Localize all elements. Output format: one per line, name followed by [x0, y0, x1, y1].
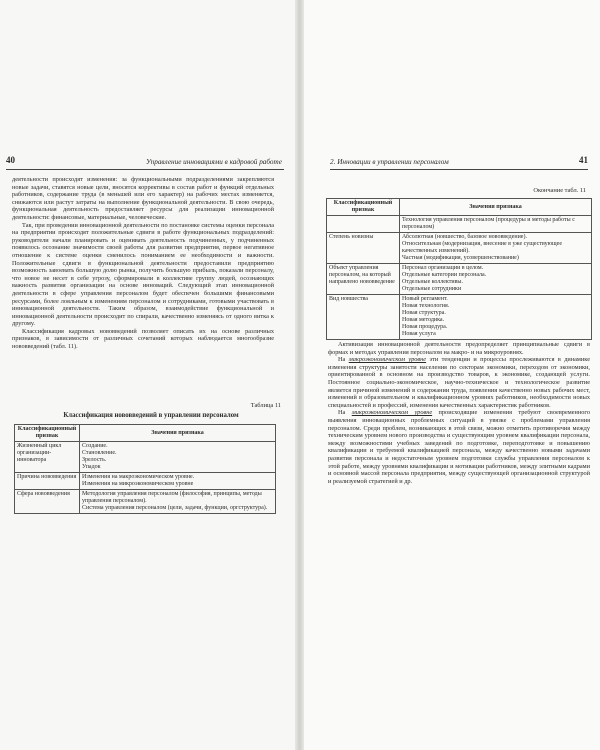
table-row: [15, 490, 276, 514]
table-row: [15, 473, 276, 490]
table-row: [327, 264, 592, 295]
left-page-number: 40: [6, 155, 15, 165]
left-page: [0, 0, 295, 750]
right-page: [304, 0, 600, 750]
paragraph: [328, 341, 590, 356]
value-line: Новая структура.: [402, 310, 446, 316]
classification-table-part2: [326, 198, 592, 340]
emphasis-term: макроэкономическом уровне: [348, 356, 427, 364]
paragraph-text: эти тенденции и процессы прослеживаются в динамике изменения структуры занятости населения по секторам экономики, переходом от экономики, ориентированной в основном на производство товаров, к экономике, создающей услуги. Постоянное социально-экономическое, научно-техническое и технологическое развитие является причиной изменений в содержании труда, появления качественно новых рабочих мест, изменений в образовательном и квалификационном уровнях работников, необходимости новых специальностей и профессий, изменения качественных характеристик работников.: [328, 356, 590, 409]
value-line: Создание.: [82, 443, 108, 449]
value-line: Технология управления персоналом (процедуры и методы работы с персоналом): [402, 217, 575, 230]
value-line: Отдельные категории персонала.: [402, 272, 487, 278]
value-line: Отдельные сотрудники: [402, 286, 462, 292]
values-cell: [400, 216, 592, 233]
values-cell: [400, 264, 592, 295]
value-line: Методология управления персоналом (философия, принципы, методы управления персоналом).: [82, 491, 262, 504]
feature-cell: Сфера нововведения: [15, 490, 80, 514]
paragraph-lead: На: [338, 356, 349, 364]
feature-cell: [327, 216, 400, 233]
value-line: Становление.: [82, 450, 117, 456]
table-header-row: [15, 425, 276, 442]
value-line: Частная (модификация, усовершенствование): [402, 255, 519, 261]
table-label: Таблица 11: [250, 402, 281, 409]
emphasis-term: микроэкономическом уровне: [351, 409, 433, 417]
header-feature: Классификационный признак: [327, 199, 400, 216]
value-line: Персонал организации в целом.: [402, 265, 484, 271]
values-cell: [80, 473, 276, 490]
right-running-title: 2. Инновации в управлении персоналом: [330, 158, 449, 166]
value-line: Относительная (модернизация, внесение в уже существующее качественных изменений).: [402, 241, 562, 254]
value-line: Отдельные коллективы.: [402, 279, 463, 285]
value-line: Изменения на микроэкономическом уровне: [82, 481, 194, 487]
feature-cell: Причина нововведения: [15, 473, 80, 490]
value-line: Новая услуга: [402, 331, 436, 337]
left-page-header: [6, 157, 284, 170]
header-values: Значения признака: [400, 199, 592, 216]
book-gutter: [295, 0, 304, 750]
feature-cell: Жизненный цикл организации-инноватора: [15, 442, 80, 473]
paragraph: [328, 409, 590, 485]
paragraph-lead: На: [338, 409, 352, 417]
value-line: Новая технология.: [402, 303, 450, 309]
values-cell: [80, 442, 276, 473]
value-line: Зрелость.: [82, 457, 107, 463]
right-page-header: [330, 157, 588, 170]
feature-cell: Степень новизны: [327, 233, 400, 264]
right-page-number: 41: [579, 155, 588, 165]
paragraph-text: происходящие изменения требуют своевременного выявления инновационных проблемных ситуаций в увязке с проблемами управления персоналом. Среди проблем, возникающих в этой связи, можно отметить противоречия между техническим уровнем нового производства и существующим уровнем квалификации персонала, между возможностями учебных заведений по подготовке, переподготовке и повышению квалификации и требуемой квалификацией персонала, между качественно новыми задачами развития персонала и недостаточным уровнем подготовки службы управления персоналом к этой работе, между уровнями квалификации и мотивации работников, между элитными кадрами и основной массой персонала предприятия, между существующей организационной структурой и реализуемой стратегией и др.: [328, 409, 590, 485]
right-body-text: [328, 341, 590, 485]
table-continuation-label: Окончание табл. 11: [533, 187, 586, 194]
value-line: Упадок: [82, 464, 101, 470]
table-title: Классификация нововведений в управлении персоналом: [63, 412, 239, 419]
value-line: Абсолютная (новшество, базовое нововведение).: [402, 234, 527, 240]
classification-table-part1: [14, 424, 276, 514]
table-row: [327, 295, 592, 340]
table-header-row: [327, 199, 592, 216]
value-line: Новый регламент.: [402, 296, 448, 302]
paragraph: Так, при проведении инновационной деятельности по постановке системы оценки персонала на предприятии происходят положительные сдвиги в работе функциональных подразделений: руководители начали планировать и оценивать деятельность подчиненных, у подчиненных появилось осознание значимости своей работы для развития предприятия, первое негативное отношение к системе оценки сменилось пониманием ее необходимости и важности. Положительные сдвиги в функциональной деятельности предоставили предприятию возможность завоевать большую долю рынка, получить большую прибыль, показали персоналу, что новое не несет в себе угрозу, сформировали в коллективе группу людей, осознающих важность развития организации на основе инноваций. Следующий этап инновационной деятельности в сфере управления персоналом будет обеспечен большими финансовыми ресурсами, более лояльным к изменениям персоналом и сотрудниками, готовыми участвовать в инновационной деятельности. Таким образом, взаимодействие функциональной и инновационной деятельности происходит по спирали, качественно изменяясь от одного витка к другому.: [12, 221, 274, 328]
paragraph-text: Активизация инновационной деятельности предопределяет принципиальные сдвиги в формах и методах управления персоналом на макро- и на микроуровнях.: [328, 341, 590, 356]
left-running-title: Управление инновациями в кадровой работе: [146, 158, 282, 166]
paragraph: деятельности происходят изменения: за функциональными подразделениями закрепляются новые задачи, ставятся новые цели, вносятся коррективы в состав работ и функций отдельных работников, содержание труда (в меньшей или его характер) на рабочих местах изменяется, снижаются или растут затраты на выполнение функциональной деятельности. В свою очередь, функциональная деятельность предоставляет ресурсы для реализации инновационной деятельности: финансовые, материальные, человеческие.: [12, 176, 274, 221]
table-row: [327, 216, 592, 233]
value-line: Изменения на макроэкономическом уровне.: [82, 474, 195, 480]
feature-cell: Объект управления персоналом, на который направлено нововведение: [327, 264, 400, 295]
paragraph: Классификация кадровых нововведений позволяет описать их на основе различных признаков, в зависимости от различных сочетаний которых наблюдается многообразие нововведений (табл. 11).: [12, 327, 274, 351]
value-line: Новая процедура.: [402, 324, 448, 330]
values-cell: [400, 295, 592, 340]
feature-cell: Вид новшества: [327, 295, 400, 340]
header-feature: Классификационный признак: [15, 425, 80, 442]
header-values: Значения признака: [80, 425, 276, 442]
values-cell: [400, 233, 592, 264]
value-line: Новая методика.: [402, 317, 445, 323]
table-row: [15, 442, 276, 473]
left-body-text: [12, 176, 274, 351]
table-row: [327, 233, 592, 264]
values-cell: [80, 490, 276, 514]
paragraph: [328, 356, 590, 409]
value-line: Система управления персоналом (цели, задачи, функции, оргструктура).: [82, 505, 268, 511]
